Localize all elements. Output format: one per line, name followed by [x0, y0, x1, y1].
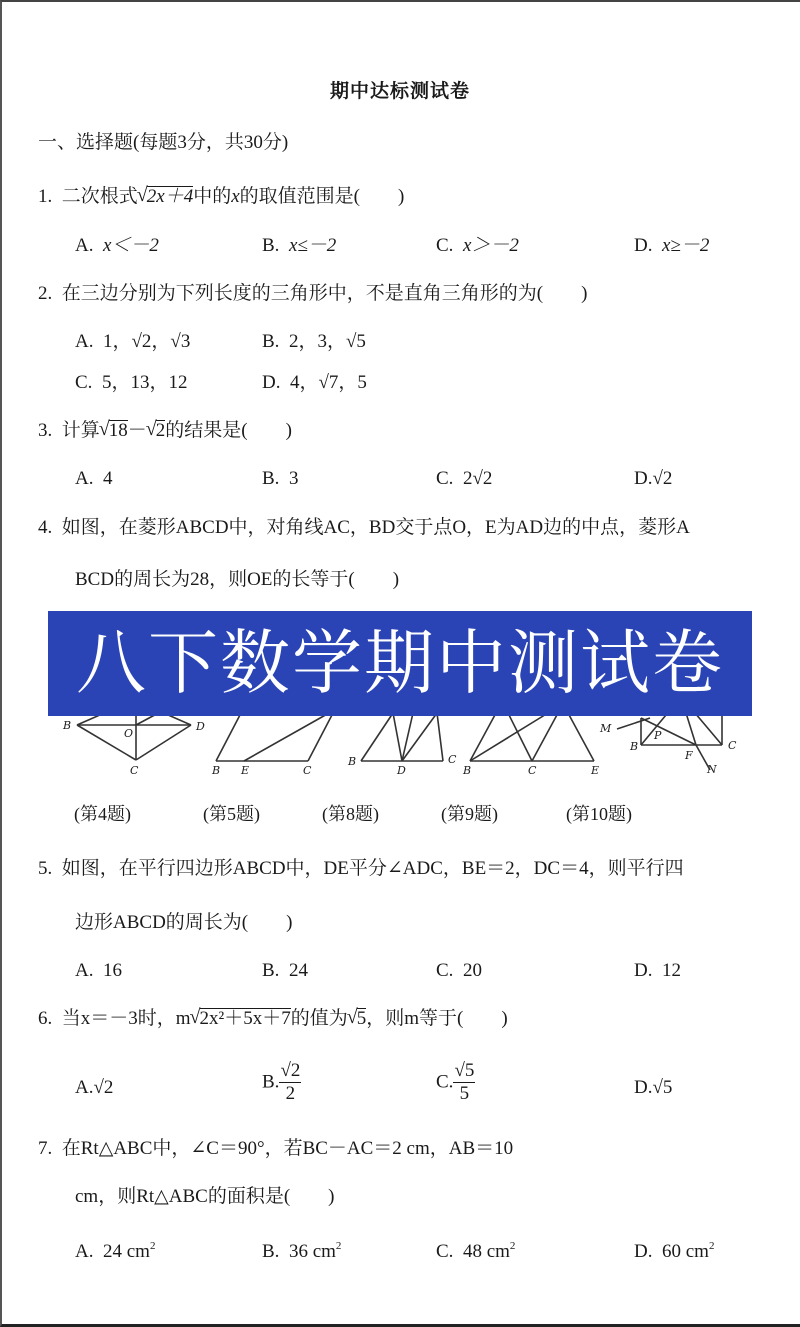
- option-6b: B. $\frac{√2}{2}$: [262, 1060, 301, 1104]
- question-number: 3.: [38, 420, 53, 441]
- option-5d: D. 12: [634, 960, 681, 981]
- caption-fig9: (第9题): [441, 804, 498, 824]
- question-text: 计算: [61, 420, 100, 441]
- svg-text:P: P: [654, 729, 662, 742]
- option-7a: A. 24 $cm^2$: [75, 1240, 156, 1262]
- question-7-line2: cm，则Rt△ABC的面积是( ): [75, 1186, 335, 1207]
- svg-text:B: B: [63, 719, 72, 732]
- variable: x: [231, 186, 240, 207]
- option-1a: A. x＜－2: [75, 235, 159, 256]
- question-text: 在Rt△ABC中，∠C＝90°，若BC－AC＝2 cm，AB＝10: [61, 1138, 514, 1159]
- svg-text:B: B: [212, 764, 221, 777]
- question-2: [38, 282, 587, 306]
- question-text: 的取值范围是( ): [239, 186, 405, 207]
- option-5b: B. 24: [262, 960, 308, 981]
- section-header: 一、选择题(每题3分，共30分): [38, 132, 289, 153]
- svg-text:C: C: [728, 739, 737, 752]
- question-number: 1.: [38, 186, 53, 207]
- svg-text:C: C: [528, 764, 537, 777]
- question-text: 二次根式: [61, 186, 138, 207]
- radicand: 2x²＋5x＋7: [199, 1008, 291, 1029]
- option-1b: B. x≤－2: [262, 235, 337, 256]
- radicand: 2: [155, 420, 166, 441]
- question-number: 6.: [38, 1008, 53, 1029]
- svg-text:B: B: [630, 740, 639, 753]
- radicand: 18: [108, 420, 128, 441]
- question-5: [38, 857, 684, 881]
- radical: [191, 1007, 291, 1031]
- question-3: [38, 419, 292, 443]
- radical: [100, 419, 128, 443]
- question-text: 如图，在平行四边形ABCD中，DE平分∠ADC，BE＝2，DC＝4，则平行四: [61, 858, 684, 879]
- question-number: 7.: [38, 1138, 53, 1159]
- svg-text:N: N: [707, 763, 717, 776]
- option-6c: C. $\frac{√5}{5}$: [436, 1060, 475, 1104]
- svg-text:D: D: [397, 764, 406, 777]
- option-7d: D. 60 $cm^2$: [634, 1240, 715, 1262]
- question-number: 4.: [38, 517, 53, 538]
- option-5a: A. 16: [75, 960, 122, 981]
- option-7b: B. 36 $cm^2$: [262, 1240, 342, 1262]
- svg-text:E: E: [591, 764, 600, 777]
- option-3b: B. 3: [262, 468, 299, 489]
- radical: [348, 1007, 367, 1031]
- question-number: 2.: [38, 283, 53, 304]
- option-2c: C. 5，13，12: [75, 372, 188, 393]
- svg-text:C: C: [303, 764, 312, 777]
- radical: [147, 419, 166, 443]
- svg-text:C: C: [448, 753, 457, 766]
- question-text: 的值为: [290, 1008, 348, 1029]
- question-4: [38, 516, 690, 540]
- svg-text:B: B: [348, 755, 357, 768]
- option-1d: D. x≥－2: [634, 235, 710, 256]
- option-3a: A. 4: [75, 468, 113, 489]
- question-5-line2: 边形ABCD的周长为( ): [75, 912, 293, 933]
- svg-text:D: D: [196, 720, 205, 733]
- figure-8-triangle: [361, 713, 443, 761]
- option-3c: C. 2√2: [436, 468, 493, 489]
- svg-text:M: M: [600, 722, 612, 735]
- question-text: 的结果是( ): [165, 420, 292, 441]
- radical: [138, 185, 193, 209]
- option-6d: D.√5: [634, 1077, 673, 1098]
- option-6a: A.√2: [75, 1077, 114, 1098]
- radicand: 5: [356, 1008, 367, 1029]
- svg-text:B: B: [463, 764, 472, 777]
- option-2b: B. 2，3，√5: [262, 331, 366, 352]
- figure-5-parallelogram: [216, 713, 333, 761]
- question-7: [38, 1137, 513, 1161]
- question-1: [38, 185, 404, 209]
- svg-text:F: F: [685, 749, 693, 762]
- question-4-line2: BCD的周长为28，则OE的长等于( ): [75, 569, 400, 590]
- figure-9-triangles: [470, 713, 594, 761]
- svg-text:E: E: [241, 764, 250, 777]
- svg-text:O: O: [124, 727, 134, 740]
- question-number: 5.: [38, 858, 53, 879]
- option-2d: D. 4，√7，5: [262, 372, 367, 393]
- option-3d: D.√2: [634, 468, 673, 489]
- radicand: 2x＋4: [146, 186, 194, 207]
- option-1c: C. x＞－2: [436, 235, 519, 256]
- question-text: 在三边分别为下列长度的三角形中，不是直角三角形的为( ): [61, 283, 588, 304]
- overlay-banner: 八下数学期中测试卷: [48, 611, 752, 716]
- question-6: [38, 1007, 508, 1031]
- minus-sign: －: [127, 420, 147, 441]
- question-text: 中的: [193, 186, 232, 207]
- option-2a: A. 1，√2，√3: [75, 331, 191, 352]
- question-text: ，则m等于( ): [366, 1008, 508, 1029]
- caption-fig5: (第5题): [203, 804, 260, 824]
- caption-fig4: (第4题): [74, 804, 131, 824]
- option-5c: C. 20: [436, 960, 482, 981]
- caption-fig10: (第10题): [566, 804, 632, 824]
- question-text: 如图，在菱形ABCD中，对角线AC，BD交于点O，E为AD边的中点，菱形A: [61, 517, 690, 538]
- page-title: 期中达标测试卷: [329, 80, 470, 102]
- svg-text:C: C: [130, 764, 139, 777]
- caption-fig8: (第8题): [322, 804, 379, 824]
- option-7c: C. 48 $cm^2$: [436, 1240, 516, 1262]
- question-text: 当x＝－3时，m: [61, 1008, 191, 1029]
